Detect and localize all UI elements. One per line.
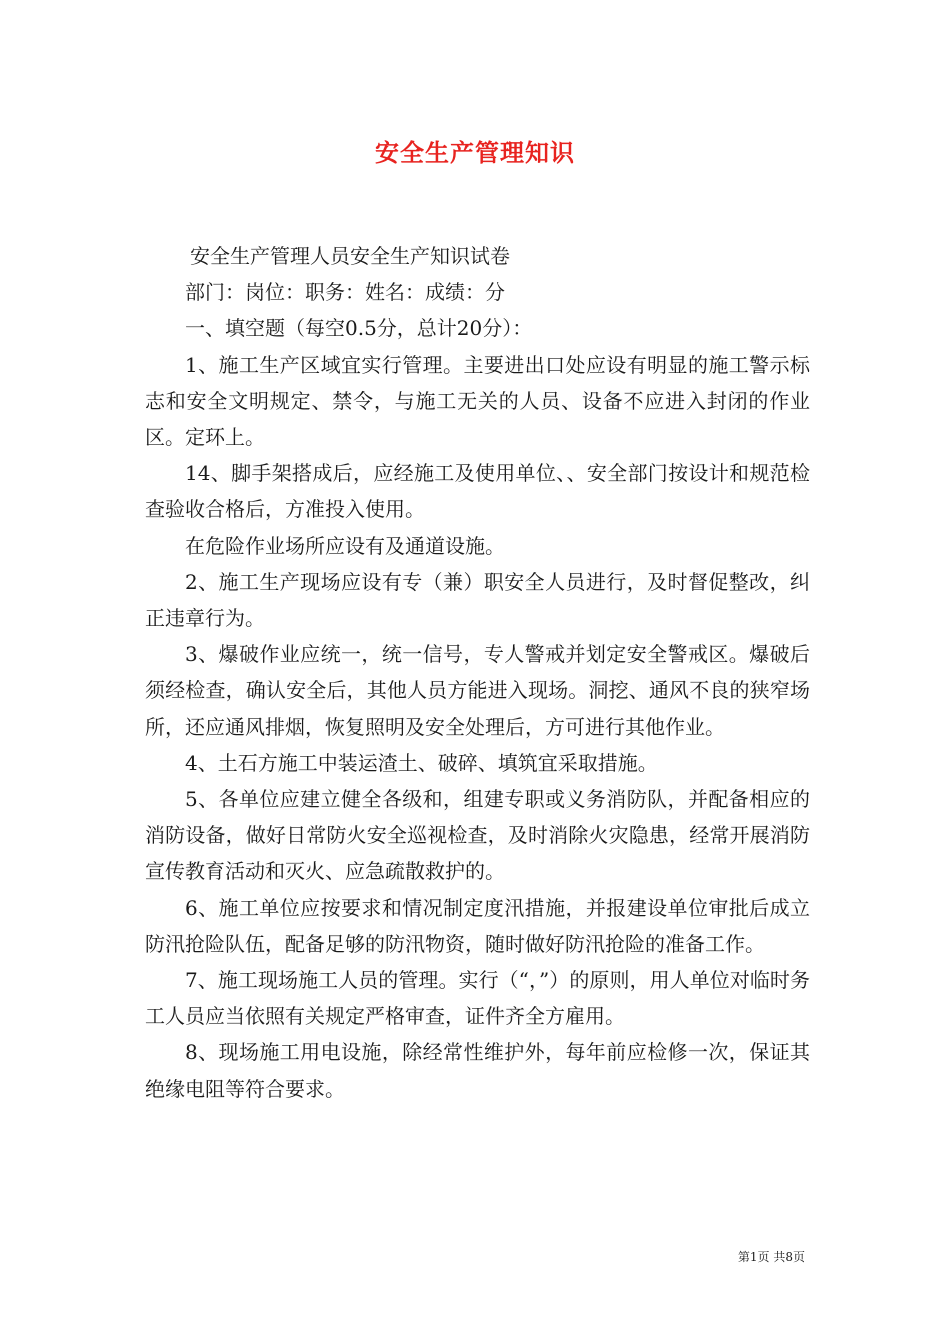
- paragraph-item-3: 3、爆破作业应统一，统一信号，专人警戒并划定安全警戒区。爆破后须经检查，确认安全后，其他人员方能进入现场。洞挖、通风不良的狭窄场所，还应通风排烟，恢复照明及安全处理后，方可进行其他作业。: [145, 642, 810, 739]
- paragraph-item-14: 14、脚手架搭成后，应经施工及使用单位、、安全部门按设计和规范检查验收合格后，方准投入使用。: [145, 461, 810, 522]
- paragraph-item-8: 8、现场施工用电设施，除经常性维护外，每年前应检修一次，保证其绝缘电阻等符合要求。: [145, 1040, 810, 1101]
- paragraph-item-7: 7、施工现场施工人员的管理。实行（“，”）的原则，用人单位对临时务工人员应当依照有关规定严格审查，证件齐全方雇用。: [145, 968, 810, 1029]
- paragraph-section-heading: 一、填空题（每空0.5分，总计20分）：: [185, 316, 533, 341]
- paragraph-info-fields: 部门：岗位：职务：姓名：成绩：分: [185, 280, 505, 305]
- paragraph-item-2: 2、施工生产现场应设有专（兼）职安全人员进行，及时督促整改，纠正违章行为。: [145, 569, 810, 631]
- paragraph-item-5: 5、各单位应建立健全各级和，组建专职或义务消防队，并配备相应的消防设备，做好日常防火安全巡视检查，及时消除火灾隐患，经常开展消防宣传教育活动和灭火、应急疏散救护的。: [145, 787, 810, 884]
- document-body: [145, 238, 810, 1107]
- page-number-footer: 第1页 共8页: [737, 1250, 805, 1264]
- document-title: 安全生产管理知识: [375, 138, 575, 167]
- paragraph-exam-title: 安全生产管理人员安全生产知识试卷: [190, 244, 510, 268]
- paragraph-danger-zone: 在危险作业场所应设有及通道设施。: [185, 533, 505, 558]
- paragraph-item-6: 6、施工单位应按要求和情况制定度汛措施，并报建设单位审批后成立防汛抢险队伍，配备足够的防汛物资，随时做好防汛抢险的准备工作。: [145, 895, 810, 956]
- paragraph-item-1: 1、施工生产区域宜实行管理。主要进出口处应设有明显的施工警示标志和安全文明规定、禁令，与施工无关的人员、设备不应进入封闭的作业区。定环上。: [145, 352, 810, 450]
- paragraph-item-4: 4、土石方施工中装运渣土、破碎、填筑宜采取措施。: [185, 750, 658, 775]
